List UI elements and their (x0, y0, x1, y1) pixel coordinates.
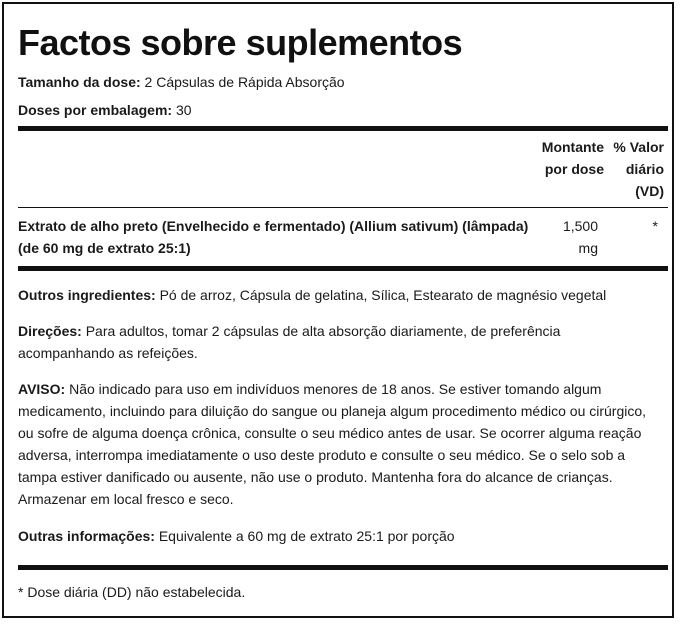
warning (18, 378, 658, 510)
directions-text: Para adultos, tomar 2 cápsulas de alta absorção diariamente, de preferência acompanhando as refeições. (18, 323, 561, 361)
supplement-facts-panel (2, 2, 674, 618)
amount-per-serving-header: Montante por dose (541, 139, 604, 177)
warning-label: AVISO: (18, 381, 66, 397)
ingredient-name: Extrato de alho preto (Envelhecido e fermentado) (Allium sativum) (lâmpada) (de 60 mg de extrato 25:1) (18, 218, 529, 256)
divider-thick-middle (18, 266, 668, 271)
directions-label: Direções: (18, 323, 82, 339)
divider-thick-bottom (18, 565, 668, 570)
ingredient-unit: mg (578, 240, 598, 256)
other-ingredients-label: Outros ingredientes: (18, 287, 156, 303)
other-information-text: Equivalente a 60 mg de extrato 25:1 por porção (158, 528, 455, 544)
warning-text: Não indicado para uso em indivíduos menores de 18 anos. Se estiver tomando algum medicamento, incluindo para diluição do sangue ou planeja algum procedimento médico ou cirúrgico, ou sofre de alguma doença crônica, consulte o seu médico antes de usar. Se ocorrer alguma reação adversa, interrompa imediatamente o uso deste produto e consulte o seu médico. Se o selo sob a tampa estiver danificado ou ausente, não use o produto. Mantenha fora do alcance de crianças. Armazenar em local fresco e seco. (18, 381, 647, 507)
ingredient-daily-value: * (652, 218, 658, 234)
daily-value-header: % Valor diário (VD) (613, 139, 664, 199)
ingredient-amount: 1,500 mg (548, 215, 598, 259)
footnote: * Dose diária (DD) não estabelecida. (18, 584, 246, 600)
divider-thick-top (18, 126, 668, 131)
other-ingredients-text: Pó de arroz, Cápsula de gelatina, Sílica, Estearato de magnésio vegetal (159, 287, 607, 303)
serving-size-row (18, 74, 345, 90)
other-information (18, 525, 648, 547)
serving-size-label: Tamanho da dose: (18, 74, 141, 90)
other-ingredients (18, 284, 648, 306)
servings-per-container-value: 30 (175, 102, 192, 118)
servings-per-container-row (18, 102, 192, 118)
panel-title: Factos sobre suplementos (18, 22, 463, 63)
directions (18, 320, 648, 364)
servings-per-container-label: Doses por embalagem: (18, 102, 173, 118)
serving-size-value: 2 Cápsulas de Rápida Absorção (144, 74, 345, 90)
other-information-label: Outras informações: (18, 528, 155, 544)
divider-thin (18, 207, 668, 208)
